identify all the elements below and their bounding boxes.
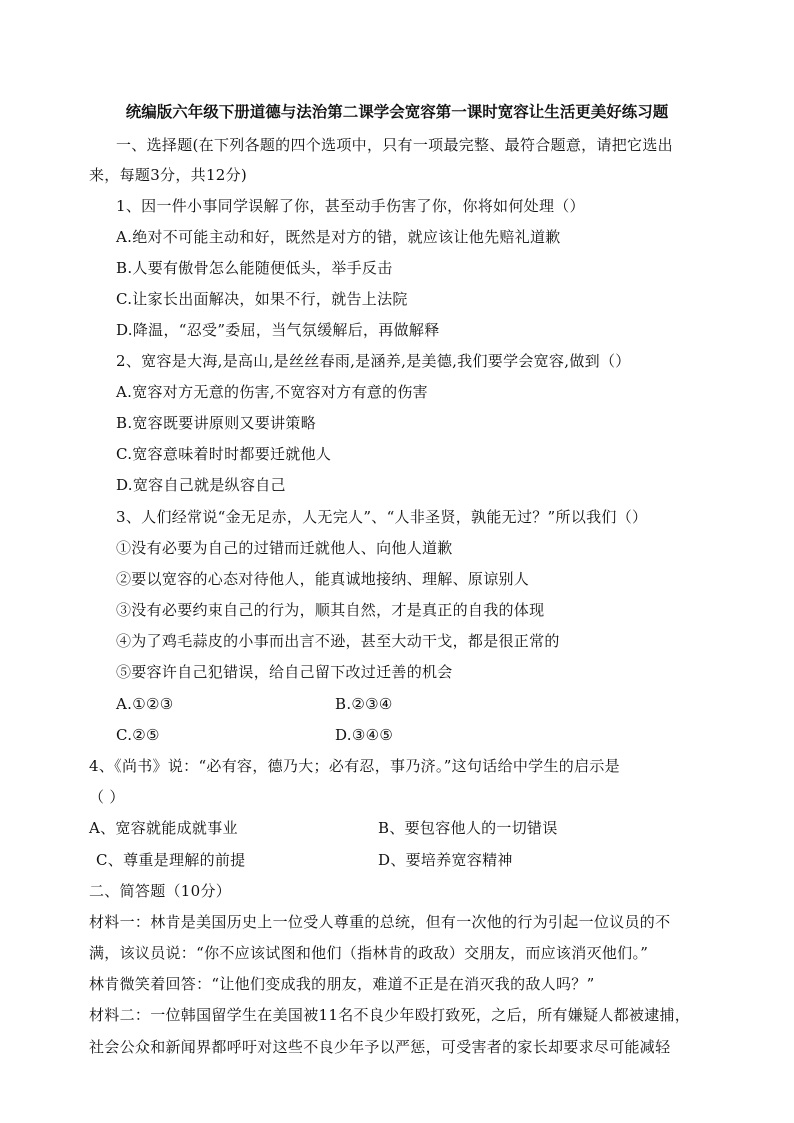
q3-option-c: C.②⑤ [116,726,160,744]
q3-statement-5: ⑤要容许自己犯错误，给自己留下改过迁善的机会 [116,663,453,681]
material1-line2: 满，该议员说：“你不应该试图和他们（指林肯的政敌）交朋友，而应该消灭他们。” [89,944,649,962]
material1-line3: 林肯微笑着回答：“让他们变成我的朋友，难道不正是在消灭我的敌人吗？” [89,975,595,993]
q2-option-a: A.宽容对方无意的伤害,不宽容对方有意的伤害 [116,383,428,401]
q1-option-d: D.降温，“忍受”委屈，当气氛缓解后，再做解释 [116,321,440,339]
q4-option-a: A、宽容就能成就事业 [89,819,238,837]
section1-heading-line1: 一、选择题(在下列各题的四个选项中，只有一项最完整、最符合题意，请把它选出 [116,136,673,154]
q3-option-d: D.③④⑤ [335,726,394,744]
document-title: 统编版六年级下册道德与法治第二课学会宽容第一课时宽容让生活更美好练习题 [125,102,669,121]
material2-line1: 材料二：一位韩国留学生在美国被11名不良少年殴打致死，之后，所有嫌疑人都被逮捕， [89,1006,691,1024]
q3-stem: 3、人们经常说“金无足赤，人无完人”、“人非圣贤，孰能无过？”所以我们（） [116,508,648,526]
q3-option-b: B.②③④ [335,695,393,713]
q4-stem-line2: （ ） [89,788,125,806]
q3-statement-4: ④为了鸡毛蒜皮的小事而出言不逊，甚至大动干戈，都是很正常的 [116,632,560,650]
q3-option-a: A.①②③ [116,695,174,713]
q2-option-d: D.宽容自己就是纵容自己 [116,476,286,494]
q4-option-d: D、要培养宽容精神 [378,851,513,869]
section2-heading: 二、简答题（10分） [89,882,232,900]
q3-statement-1: ①没有必要为自己的过错而迁就他人、向他人道歉 [116,539,453,557]
q2-stem: 2、宽容是大海,是高山,是丝丝春雨,是涵养,是美德,我们要学会宽容,做到（） [116,352,631,370]
q1-option-c: C.让家长出面解决，如果不行，就告上法院 [116,290,408,308]
q2-option-c: C.宽容意味着时时都要迁就他人 [116,445,332,463]
material1-line1: 材料一：林肯是美国历史上一位受人尊重的总统，但有一次他的行为引起一位议员的不 [89,913,671,931]
q1-option-a: A.绝对不可能主动和好，既然是对方的错，就应该让他先赔礼道歉 [116,228,561,246]
q1-option-b: B.人要有傲骨怎么能随便低头，举手反击 [116,259,393,277]
q4-stem-line1: 4、《尚书》说：“必有容，德乃大；必有忍，事乃济。”这句话给中学生的启示是 [89,757,620,775]
q3-statement-2: ②要以宽容的心态对待他人，能真诚地接纳、理解、原谅别人 [116,570,530,588]
q3-statement-3: ③没有必要约束自己的行为，顺其自然，才是真正的自我的体现 [116,601,545,619]
q2-option-b: B.宽容既要讲原则又要讲策略 [116,414,316,432]
q4-option-c: C、尊重是理解的前提 [96,851,246,869]
material2-line2: 社会公众和新闻界都呼吁对这些不良少年予以严惩，可受害者的家长却要求尽可能减轻 [89,1038,671,1056]
q4-option-b: B、要包容他人的一切错误 [378,819,558,837]
section1-heading-line2: 来，每题3分，共12分) [89,166,248,184]
q1-stem: 1、因一件小事同学误解了你，甚至动手伤害了你，你将如何处理（） [116,197,585,215]
